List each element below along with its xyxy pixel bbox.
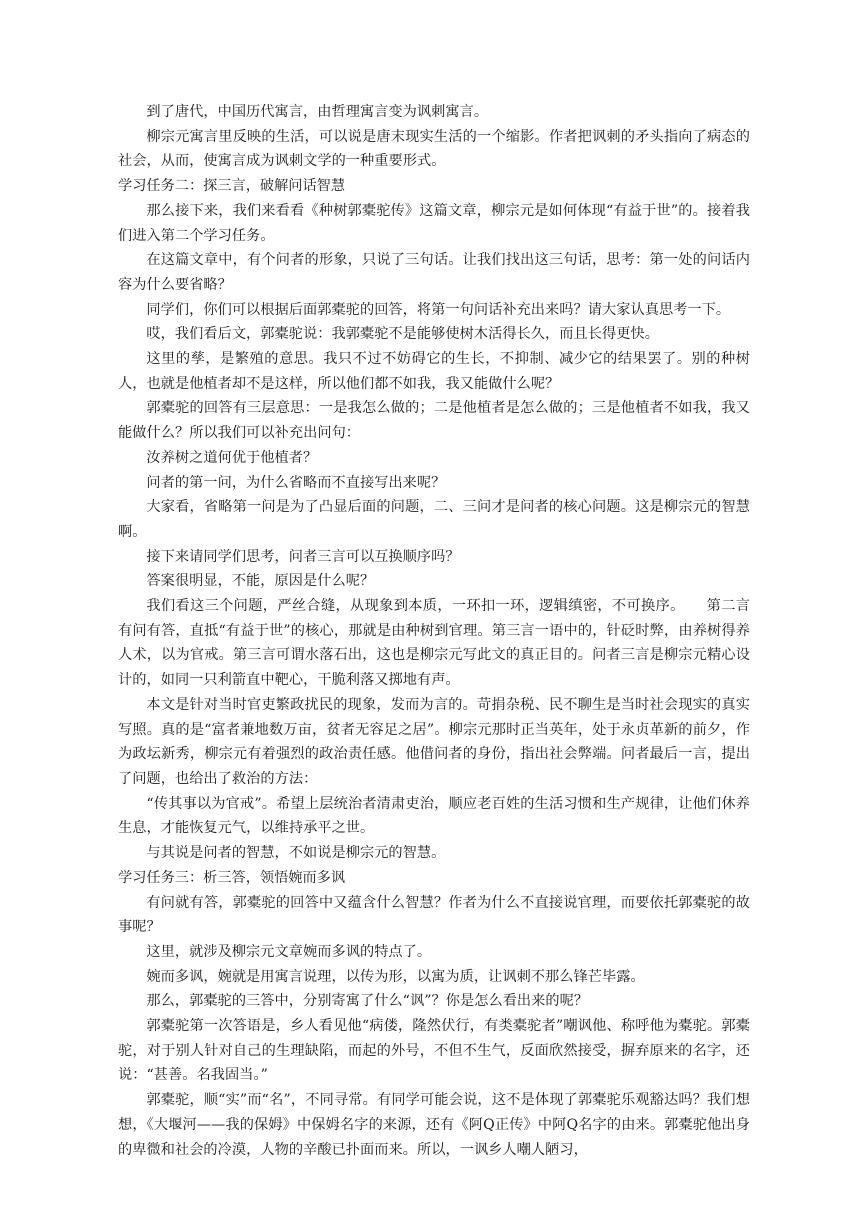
paragraph: 那么，郭橐驼的三答中，分别寄寓了什么“讽”？你是怎么看出来的呢？ — [146, 993, 589, 1010]
paragraph: 本文是针对当时官吏繁政扰民的现象，发而为言的。苛捐杂税、民不聊生是当时社会现实的真实写照。真的是“富者兼地数万亩，贫者无容足之居”。柳宗元那时正当英年，处于永贞革新的前夕，作为政坛新秀，柳宗元有着强烈的政治责任感。他借问者的身份，指出社会弊端。问者最后一言，提出了问题，也给出了救治的方法： — [118, 696, 750, 787]
paragraph: 在这篇文章中，有个问者的形象，只说了三句话。让我们找出这三句话，思考：第一处的问话内容为什么要省略？ — [118, 252, 750, 293]
paragraph: 柳宗元寓言里反映的生活，可以说是唐末现实生活的一个缩影。作者把讽刺的矛头指向了病态的社会，从而，使寓言成为讽刺文学的一种重要形式。 — [118, 128, 750, 170]
paragraph: 郭橐驼第一次答语是，乡人看见他“病偻，隆然伏行，有类橐驼者”嘲讽他、称呼他为橐驼。郭橐驼，对于别人针对自己的生理缺陷，而起的外号，不但不生气，反面欣然接受，摒弃原来的名字，还说：“甚善。名我固当。” — [118, 1018, 750, 1084]
paragraph: 接下来请同学们思考，问者三言可以互换顺序吗？ — [146, 548, 460, 565]
paragraph: 郭橐驼的回答有三层意思：一是我怎么做的；二是他植者是怎么做的；三是他植者不如我，我又能做什么？所以我们可以补充出问句： — [118, 400, 750, 442]
paragraph: 大家看，省略第一问是为了凸显后面的问题，二、三问才是问者的核心问题。这是柳宗元的智慧啊。 — [118, 499, 750, 540]
paragraph: 同学们，你们可以根据后面郭橐驼的回答，将第一句问话补充出来吗？请大家认真思考一下。 — [146, 301, 731, 318]
paragraph: 我们看这三个问题，严丝合缝，从现象到本质，一环扣一环，逻辑缜密，不可换序。 第二言有问有答，直抵“有益于世”的核心，那就是由种树到官理。第三言一语中的，针砭时弊，由养树得养人术，以为官戒。第三言可谓水落石出，这也是柳宗元写此文的真正目的。问者三言是柳宗元精心设计的，如同一只利箭直中靶心，干脆利落又掷地有声。 — [118, 598, 750, 689]
paragraph: 到了唐代，中国历代寓言，由哲理寓言变为讽刺寓言。 — [146, 104, 489, 120]
paragraph: 这里，就涉及柳宗元文章婉而多讽的特点了。 — [146, 943, 432, 960]
paragraph: 那么接下来，我们来看看《种树郭橐驼传》这篇文章，柳宗元是如何体现“有益于世”的。接着我们进入第二个学习任务。 — [118, 202, 750, 244]
paragraph: 有问就有答，郭橐驼的回答中又蕴含什么智慧？作者为什么不直接说官理，而要依托郭橐驼的故事呢？ — [118, 894, 750, 936]
paragraph: 哎，我们看后文，郭橐驼说：我郭橐驼不是能够使树木活得长久，而且长得更快。 — [146, 326, 659, 343]
paragraph: 汝养树之道何优于他植者？ — [146, 449, 318, 466]
paragraph: 问者的第一问，为什么省略而不直接写出来呢？ — [146, 474, 446, 491]
paragraph: 郭橐驼，顺“实”而“名”，不同寻常。有同学可能会说，这不是体现了郭橐驼乐观豁达吗？我们想想，《大堰河——我的保姆》中保姆名字的来源，还有《阿Q正传》中阿Q名字的由来。郭橐驼他出身的卑微和社会的冷漠，人物的辛酸已扑面而来。所以，一讽乡人嘲人陋习， — [118, 1092, 750, 1158]
paragraph: “传其事以为官戒”。希望上层统治者清肃吏治，顺应老百姓的生活习惯和生产规律，让他们休养生息，才能恢复元气，以维持承平之世。 — [118, 795, 750, 837]
paragraph: 这里的孳，是繁殖的意思。我只不过不妨碍它的生长，不抑制、减少它的结果罢了。别的种树人，也就是他植者却不是这样，所以他们都不如我，我又能做什么呢？ — [118, 351, 750, 392]
paragraph: 与其说是问者的智慧，不如说是柳宗元的智慧。 — [146, 845, 446, 862]
paragraph: 答案很明显，不能，原因是什么呢？ — [146, 573, 375, 590]
document-page — [118, 100, 750, 1162]
section-heading: 学习任务二：探三言，破解问话智慧 — [118, 178, 346, 195]
section-heading: 学习任务三：析三答，领悟婉而多讽 — [118, 869, 346, 886]
paragraph: 婉而多讽，婉就是用寓言说理，以传为形，以寓为质，让讽刺不那么锋芒毕露。 — [146, 968, 645, 985]
